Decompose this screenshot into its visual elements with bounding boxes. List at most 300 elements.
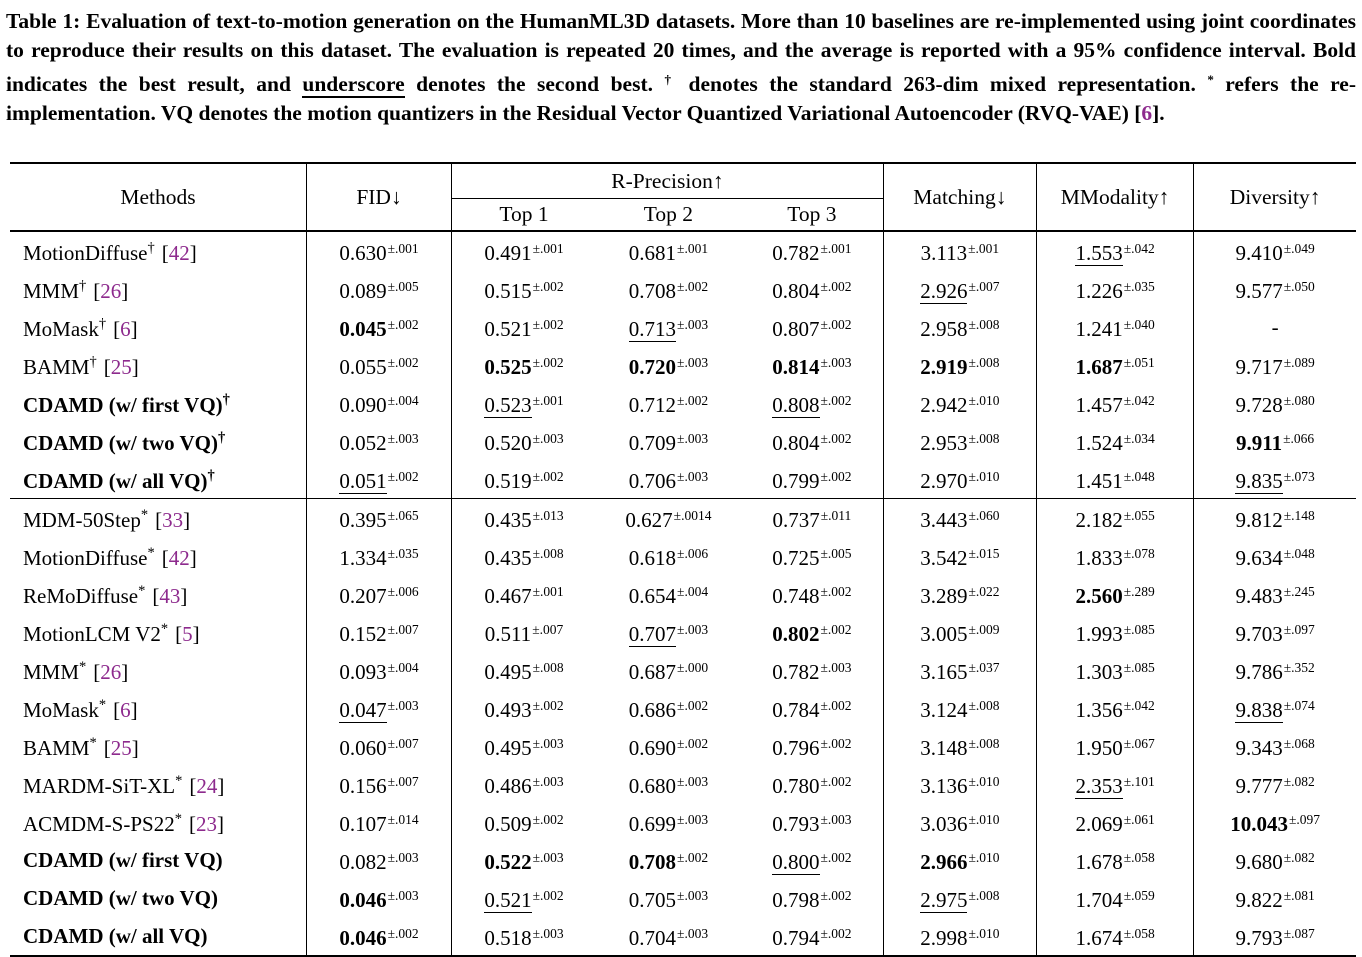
- method-superscript: *: [89, 735, 97, 751]
- metric-value: 0.814: [772, 355, 820, 379]
- value-cell: [452, 499, 596, 538]
- value-cell: [741, 308, 883, 346]
- metric-error: ±.007: [387, 774, 419, 789]
- method-superscript: †: [207, 468, 215, 484]
- metric-value: 0.493: [484, 698, 532, 722]
- metric-error: ±.049: [1283, 241, 1315, 256]
- value-cell: [596, 803, 741, 841]
- table-row: [10, 613, 1356, 651]
- metric-error: ±.101: [1123, 774, 1155, 789]
- value-cell: [596, 575, 741, 613]
- value-cell: [452, 917, 596, 956]
- value-cell: [452, 803, 596, 841]
- value-cell: [306, 841, 451, 879]
- metric-error: ±.055: [1123, 508, 1155, 523]
- metric-value: 2.942: [920, 393, 968, 417]
- metric-value: 0.467: [484, 584, 532, 608]
- metric-value: 0.156: [339, 774, 387, 798]
- value-cell: [452, 841, 596, 879]
- metric-error: ±.085: [1123, 660, 1155, 675]
- metric-value: 0.509: [484, 812, 532, 836]
- value-cell: [452, 765, 596, 803]
- metric-error: ±.010: [968, 926, 1000, 941]
- value-cell: [1194, 346, 1356, 384]
- method-cell: [10, 346, 306, 384]
- value-cell: [1194, 879, 1356, 917]
- metric-error: ±.022: [968, 584, 1000, 599]
- metric-error: ±.003: [677, 774, 709, 789]
- value-cell: [741, 651, 883, 689]
- metric-value: 0.680: [628, 774, 677, 798]
- value-cell: [306, 575, 451, 613]
- metric-value: 0.495: [484, 660, 532, 684]
- metric-value: 0.707: [628, 622, 677, 646]
- method-citation: [23]: [188, 812, 224, 836]
- metric-value: 0.521: [484, 317, 532, 341]
- metric-error: ±.002: [820, 926, 852, 941]
- value-cell: [452, 270, 596, 308]
- metric-value: 2.560: [1075, 584, 1123, 608]
- metric-error: ±.085: [1123, 622, 1155, 637]
- value-cell: [1194, 575, 1356, 613]
- metric-value: 2.953: [920, 431, 968, 455]
- value-cell: [883, 308, 1036, 346]
- value-cell: [741, 575, 883, 613]
- metric-value: 0.047: [339, 698, 387, 722]
- metric-error: ±.008: [968, 317, 1000, 332]
- method-citation: [42]: [161, 546, 197, 570]
- metric-error: ±.002: [820, 584, 852, 599]
- metric-error: ±.050: [1283, 279, 1315, 294]
- metric-error: ±.081: [1283, 888, 1315, 903]
- metric-value: 0.748: [772, 584, 820, 608]
- value-cell: [1036, 765, 1193, 803]
- metric-error: ±.004: [677, 584, 709, 599]
- value-cell: [1036, 879, 1193, 917]
- value-cell: [883, 917, 1036, 956]
- metric-value: 0.794: [772, 926, 820, 950]
- metric-value: 2.069: [1075, 812, 1123, 836]
- caption-citation: 6: [1141, 101, 1153, 125]
- metric-value: 0.055: [339, 355, 387, 379]
- metric-value: -: [1271, 314, 1279, 339]
- metric-value: 3.113: [920, 241, 968, 265]
- value-cell: [741, 917, 883, 956]
- citation-number: 43: [159, 584, 181, 608]
- metric-error: ±.078: [1123, 546, 1155, 561]
- metric-value: 9.911: [1236, 431, 1283, 455]
- metric-error: ±.051: [1123, 355, 1155, 370]
- metric-value: 0.395: [339, 508, 387, 532]
- value-cell: [741, 270, 883, 308]
- method-name: CDAMD (w/ all VQ): [23, 923, 208, 948]
- metric-value: 0.046: [339, 888, 387, 912]
- metric-error: ±.002: [820, 888, 852, 903]
- value-cell: [1036, 803, 1193, 841]
- metric-error: ±.003: [820, 812, 852, 827]
- metric-value: 0.090: [339, 393, 387, 417]
- value-cell: [741, 537, 883, 575]
- metric-error: ±.097: [1283, 622, 1315, 637]
- metric-value: 2.970: [920, 469, 968, 493]
- metric-value: 9.717: [1235, 355, 1283, 379]
- metric-value: 9.410: [1235, 241, 1283, 265]
- metric-value: 0.737: [772, 508, 820, 532]
- citation-number: 25: [110, 355, 132, 379]
- metric-error: ±.014: [387, 812, 419, 827]
- metric-value: 0.051: [339, 469, 387, 493]
- metric-value: 0.521: [484, 888, 532, 912]
- metric-value: 0.654: [628, 584, 677, 608]
- metric-value: 0.627: [625, 508, 673, 532]
- metric-error: ±.074: [1283, 698, 1315, 713]
- table-row: [10, 422, 1356, 460]
- metric-value: 0.518: [484, 926, 532, 950]
- metric-value: 0.618: [628, 546, 677, 570]
- metric-error: ±.058: [1123, 850, 1155, 865]
- citation-number: 42: [168, 546, 190, 570]
- metric-error: ±.352: [1283, 660, 1315, 675]
- metric-error: ±.002: [820, 279, 852, 294]
- citation-number: 5: [182, 622, 193, 646]
- metric-value: 0.089: [339, 279, 387, 303]
- value-cell: [306, 422, 451, 460]
- value-cell: [596, 727, 741, 765]
- value-cell: [883, 346, 1036, 384]
- method-name: CDAMD (w/ first VQ): [23, 847, 223, 872]
- metric-error: ±.003: [387, 888, 419, 903]
- value-cell: [883, 727, 1036, 765]
- metric-error: ±.002: [820, 393, 852, 408]
- metric-error: ±.002: [387, 317, 419, 332]
- value-cell: [883, 841, 1036, 879]
- metric-value: 9.793: [1235, 926, 1283, 950]
- value-cell: [452, 308, 596, 346]
- metric-error: ±.003: [677, 926, 709, 941]
- method-cell: [10, 231, 306, 270]
- metric-error: ±.065: [387, 508, 419, 523]
- metric-value: 0.808: [772, 393, 820, 417]
- value-cell: [741, 689, 883, 727]
- metric-error: ±.040: [1123, 317, 1155, 332]
- metric-error: ±.008: [968, 736, 1000, 751]
- metric-error: ±.011: [820, 508, 852, 523]
- metric-error: ±.003: [677, 431, 709, 446]
- method-cell: [10, 422, 306, 460]
- metric-error: ±.010: [968, 812, 1000, 827]
- value-cell: [306, 613, 451, 651]
- metric-error: ±.001: [532, 584, 564, 599]
- metric-error: ±.003: [387, 431, 419, 446]
- table-row: [10, 499, 1356, 538]
- metric-value: 0.093: [339, 660, 387, 684]
- metric-error: ±.002: [820, 622, 852, 637]
- metric-error: ±.008: [968, 888, 1000, 903]
- metric-error: ±.003: [677, 812, 709, 827]
- method-superscript: †: [222, 392, 230, 408]
- metric-value: 2.353: [1075, 774, 1123, 798]
- value-cell: [596, 346, 741, 384]
- value-cell: [452, 460, 596, 499]
- method-cell: [10, 537, 306, 575]
- metric-error: ±.001: [968, 241, 1000, 256]
- metric-value: 0.712: [628, 393, 677, 417]
- metric-error: ±.002: [532, 279, 564, 294]
- column-header-fid: FID↓: [306, 163, 451, 231]
- metric-error: ±.002: [677, 279, 709, 294]
- citation-number: 24: [196, 774, 218, 798]
- value-cell: [1194, 537, 1356, 575]
- value-cell: [306, 499, 451, 538]
- metric-value: 0.060: [339, 736, 387, 760]
- table-row: [10, 537, 1356, 575]
- method-name: MotionLCM V2*: [23, 621, 169, 646]
- metric-error: ±.289: [1123, 584, 1155, 599]
- table-row: [10, 651, 1356, 689]
- method-name: MMM†: [23, 278, 87, 303]
- method-cell: [10, 308, 306, 346]
- value-cell: [1036, 231, 1193, 270]
- metric-error: ±.0014: [673, 508, 712, 523]
- metric-error: ±.003: [677, 317, 709, 332]
- metric-error: ±.002: [677, 698, 709, 713]
- method-cell: [10, 727, 306, 765]
- metric-error: ±.004: [387, 393, 419, 408]
- value-cell: [741, 879, 883, 917]
- value-cell: [1194, 460, 1356, 499]
- metric-value: 10.043: [1230, 812, 1288, 836]
- value-cell: [596, 422, 741, 460]
- citation-number: 6: [120, 317, 131, 341]
- value-cell: [596, 537, 741, 575]
- method-name: BAMM†: [23, 354, 97, 379]
- metric-error: ±.002: [820, 698, 852, 713]
- caption-underline-word: underscore: [302, 72, 405, 96]
- value-cell: [883, 460, 1036, 499]
- value-cell: [883, 270, 1036, 308]
- metric-value: 0.519: [484, 469, 532, 493]
- metric-error: ±.003: [677, 622, 709, 637]
- value-cell: [306, 689, 451, 727]
- metric-value: 1.457: [1075, 393, 1123, 417]
- metric-error: ±.003: [820, 355, 852, 370]
- method-name: MotionDiffuse†: [23, 240, 155, 265]
- metric-error: ±.002: [677, 850, 709, 865]
- table-row: [10, 460, 1356, 499]
- value-cell: [883, 422, 1036, 460]
- metric-value: 0.708: [628, 850, 677, 874]
- metric-error: ±.042: [1123, 241, 1155, 256]
- caption-text: refers the re-implementation. VQ denotes the motion quantizers in the Residual Vector Quantized Variational Autoencoder (RVQ-VAE) [: [6, 72, 1356, 125]
- value-cell: [883, 651, 1036, 689]
- value-cell: [1194, 727, 1356, 765]
- metric-error: ±.010: [968, 393, 1000, 408]
- metric-value: 0.681: [628, 241, 677, 265]
- metric-error: ±.007: [532, 622, 564, 637]
- caption-text: Table 1: Evaluation of text-to-motion generation on the HumanML3D datasets. More than 10 baselines are re-implemented using joint coordinates to reproduce their results on this dataset. The evaluation is repeated 20 times, and the average is reported with a 95% confidence interval. Bold indicates the best result, and: [6, 9, 1356, 96]
- metric-error: ±.148: [1283, 508, 1315, 523]
- metric-error: ±.042: [1123, 698, 1155, 713]
- metric-value: 0.520: [484, 431, 532, 455]
- value-cell: [1036, 346, 1193, 384]
- value-cell: [452, 422, 596, 460]
- metric-value: 1.553: [1075, 241, 1123, 265]
- method-name: CDAMD (w/ two VQ): [23, 885, 218, 910]
- metric-error: ±.007: [387, 622, 419, 637]
- value-cell: [883, 499, 1036, 538]
- value-cell: [306, 917, 451, 956]
- table-header: [10, 163, 1356, 231]
- table-body: [10, 231, 1356, 956]
- value-cell: [306, 765, 451, 803]
- value-cell: [1194, 803, 1356, 841]
- column-header-top3: Top 3: [741, 199, 883, 232]
- metric-error: ±.001: [532, 393, 564, 408]
- metric-value: 3.005: [920, 622, 968, 646]
- citation-number: 26: [100, 279, 122, 303]
- method-citation: [25]: [103, 355, 139, 379]
- metric-value: 1.303: [1075, 660, 1123, 684]
- metric-value: 0.784: [772, 698, 820, 722]
- value-cell: [741, 346, 883, 384]
- value-cell: [596, 384, 741, 422]
- value-cell: [596, 613, 741, 651]
- metric-value: 0.807: [772, 317, 820, 341]
- metric-value: 0.515: [484, 279, 532, 303]
- metric-error: ±.000: [677, 660, 709, 675]
- table-row: [10, 917, 1356, 956]
- table-caption: [6, 7, 1356, 128]
- metric-error: ±.010: [968, 850, 1000, 865]
- metric-error: ±.002: [677, 393, 709, 408]
- metric-error: ±.002: [387, 355, 419, 370]
- value-cell: [741, 231, 883, 270]
- method-name: CDAMD (w/ two VQ)†: [23, 430, 226, 455]
- caption-text: denotes the standard 263-dim mixed representation.: [677, 72, 1208, 96]
- value-cell: [596, 499, 741, 538]
- metric-error: ±.003: [387, 698, 419, 713]
- value-cell: [1036, 270, 1193, 308]
- metric-value: 0.690: [628, 736, 677, 760]
- metric-value: 0.804: [772, 279, 820, 303]
- metric-error: ±.007: [387, 736, 419, 751]
- metric-error: ±.080: [1283, 393, 1315, 408]
- metric-error: ±.002: [532, 317, 564, 332]
- value-cell: [883, 765, 1036, 803]
- value-cell: [452, 231, 596, 270]
- metric-value: 1.950: [1075, 736, 1123, 760]
- metric-value: 0.780: [772, 774, 820, 798]
- caption-superscript: *: [1207, 72, 1214, 87]
- method-superscript: †: [98, 316, 107, 332]
- method-cell: [10, 499, 306, 538]
- metric-value: 3.289: [920, 584, 968, 608]
- method-name: ReMoDiffuse*: [23, 583, 146, 608]
- citation-number: 33: [162, 508, 184, 532]
- value-cell: [452, 727, 596, 765]
- metric-error: ±.087: [1283, 926, 1315, 941]
- metric-value: 9.680: [1235, 850, 1283, 874]
- value-cell: [741, 803, 883, 841]
- metric-value: 1.226: [1075, 279, 1123, 303]
- metric-value: 9.786: [1235, 660, 1283, 684]
- value-cell: [1036, 499, 1193, 538]
- metric-value: 0.782: [772, 660, 820, 684]
- value-cell: [1036, 651, 1193, 689]
- citation-number: 42: [168, 241, 190, 265]
- metric-value: 0.052: [339, 431, 387, 455]
- value-cell: [306, 231, 451, 270]
- value-cell: [596, 308, 741, 346]
- metric-error: ±.008: [968, 431, 1000, 446]
- metric-error: ±.015: [968, 546, 1000, 561]
- metric-error: ±.002: [820, 469, 852, 484]
- table-row: [10, 308, 1356, 346]
- metric-value: 9.822: [1235, 888, 1283, 912]
- method-cell: [10, 651, 306, 689]
- metric-error: ±.002: [387, 469, 419, 484]
- metric-error: ±.004: [387, 660, 419, 675]
- metric-error: ±.008: [968, 698, 1000, 713]
- metric-value: 9.812: [1235, 508, 1283, 532]
- method-cell: [10, 270, 306, 308]
- metric-value: 2.958: [920, 317, 968, 341]
- metric-value: 3.165: [920, 660, 968, 684]
- method-superscript: †: [89, 354, 97, 370]
- method-superscript: *: [174, 811, 182, 827]
- caption-superscript: †: [664, 72, 678, 87]
- value-cell: [741, 422, 883, 460]
- method-name: MotionDiffuse*: [23, 545, 155, 570]
- metric-error: ±.060: [968, 508, 1000, 523]
- value-cell: [452, 689, 596, 727]
- value-cell: [306, 803, 451, 841]
- value-cell: [596, 841, 741, 879]
- metric-value: 9.483: [1235, 584, 1283, 608]
- metric-error: ±.003: [820, 660, 852, 675]
- value-cell: [741, 613, 883, 651]
- method-name: CDAMD (w/ first VQ)†: [23, 392, 230, 417]
- metric-error: ±.066: [1283, 431, 1315, 446]
- value-cell: [741, 765, 883, 803]
- metric-value: 9.577: [1235, 279, 1283, 303]
- method-name: MDM-50Step*: [23, 507, 149, 532]
- metric-error: ±.009: [968, 622, 1000, 637]
- metric-error: ±.245: [1283, 584, 1315, 599]
- metric-value: 9.728: [1235, 393, 1283, 417]
- metric-error: ±.082: [1283, 774, 1315, 789]
- column-header-top2: Top 2: [596, 199, 741, 232]
- metric-value: 0.046: [339, 926, 387, 950]
- value-cell: [741, 727, 883, 765]
- metric-value: 3.443: [920, 508, 968, 532]
- metric-error: ±.037: [968, 660, 1000, 675]
- metric-error: ±.002: [820, 850, 852, 865]
- value-cell: [596, 917, 741, 956]
- value-cell: [1036, 917, 1193, 956]
- metric-value: 1.993: [1075, 622, 1123, 646]
- method-cell: [10, 575, 306, 613]
- metric-value: 0.207: [339, 584, 387, 608]
- method-superscript: *: [79, 659, 87, 675]
- metric-value: 1.678: [1075, 850, 1123, 874]
- metric-error: ±.002: [820, 774, 852, 789]
- value-cell: [741, 499, 883, 538]
- metric-error: ±.002: [820, 317, 852, 332]
- metric-value: 9.835: [1235, 469, 1283, 493]
- method-citation: [33]: [155, 508, 191, 532]
- metric-value: 0.793: [772, 812, 820, 836]
